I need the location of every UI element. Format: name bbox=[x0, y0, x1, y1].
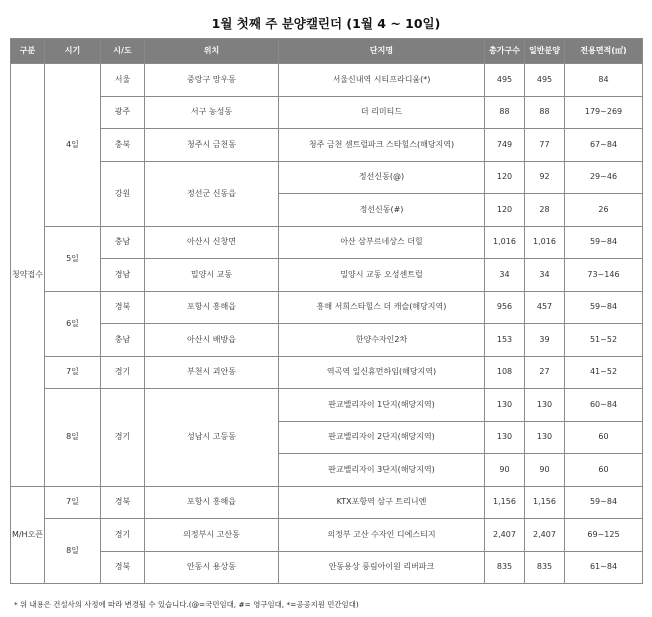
area: 59~84 bbox=[565, 486, 643, 519]
day-cell: 8일 bbox=[45, 519, 101, 584]
region-cell: 경북 bbox=[101, 291, 145, 324]
location-cell: 아산시 신창면 bbox=[145, 226, 279, 259]
area: 59~84 bbox=[565, 291, 643, 324]
total-units: 120 bbox=[485, 194, 525, 227]
region-cell: 광주 bbox=[101, 96, 145, 129]
area: 60 bbox=[565, 454, 643, 487]
table-row bbox=[11, 161, 643, 194]
complex-name: 아산 삼부르네상스 더힐 bbox=[279, 226, 485, 259]
general-units: 495 bbox=[525, 64, 565, 97]
day-cell: 6일 bbox=[45, 291, 101, 356]
general-units: 2,407 bbox=[525, 519, 565, 552]
location-cell: 성남시 고등동 bbox=[145, 389, 279, 487]
col-header-area: 전용면적(㎡) bbox=[565, 39, 643, 64]
general-units: 457 bbox=[525, 291, 565, 324]
general-units: 130 bbox=[525, 421, 565, 454]
general-units: 92 bbox=[525, 161, 565, 194]
complex-name: KTX포항역 삼구 트리니엔 bbox=[279, 486, 485, 519]
location-cell: 중랑구 망우동 bbox=[145, 64, 279, 97]
complex-name: 더 리미티드 bbox=[279, 96, 485, 129]
complex-name: 역곡역 일신휴먼하임(해당지역) bbox=[279, 356, 485, 389]
complex-name: 서울신내역 시티프라디움(*) bbox=[279, 64, 485, 97]
general-units: 130 bbox=[525, 389, 565, 422]
general-units: 1,016 bbox=[525, 226, 565, 259]
general-units: 27 bbox=[525, 356, 565, 389]
region-cell: 경북 bbox=[101, 551, 145, 584]
area: 84 bbox=[565, 64, 643, 97]
table-row bbox=[11, 356, 643, 389]
complex-name: 정선신동(@) bbox=[279, 161, 485, 194]
table-row bbox=[11, 226, 643, 259]
calendar-table bbox=[10, 38, 643, 584]
area: 69~125 bbox=[565, 519, 643, 552]
table-row bbox=[11, 96, 643, 129]
area: 26 bbox=[565, 194, 643, 227]
total-units: 90 bbox=[485, 454, 525, 487]
total-units: 956 bbox=[485, 291, 525, 324]
area: 179~269 bbox=[565, 96, 643, 129]
col-header-location: 위치 bbox=[145, 39, 279, 64]
location-cell: 정선군 신동읍 bbox=[145, 161, 279, 226]
general-units: 90 bbox=[525, 454, 565, 487]
table-row bbox=[11, 64, 643, 97]
total-units: 130 bbox=[485, 389, 525, 422]
group-label-subscription: 청약접수 bbox=[11, 64, 45, 487]
region-cell: 충남 bbox=[101, 226, 145, 259]
table-row bbox=[11, 389, 643, 422]
location-cell: 서구 농성동 bbox=[145, 96, 279, 129]
location-cell: 청주시 금천동 bbox=[145, 129, 279, 162]
general-units: 1,156 bbox=[525, 486, 565, 519]
region-cell: 경기 bbox=[101, 389, 145, 487]
total-units: 88 bbox=[485, 96, 525, 129]
area: 59~84 bbox=[565, 226, 643, 259]
day-cell: 4일 bbox=[45, 64, 101, 227]
complex-name: 판교밸리자이 1단지(해당지역) bbox=[279, 389, 485, 422]
col-header-region: 시/도 bbox=[101, 39, 145, 64]
area: 41~52 bbox=[565, 356, 643, 389]
complex-name: 안동용상 풍림아이원 리버파크 bbox=[279, 551, 485, 584]
table-row bbox=[11, 291, 643, 324]
table-row bbox=[11, 519, 643, 552]
location-cell: 안동시 용상동 bbox=[145, 551, 279, 584]
location-cell: 포항시 흥해읍 bbox=[145, 291, 279, 324]
col-header-total-units: 총가구수 bbox=[485, 39, 525, 64]
general-units: 39 bbox=[525, 324, 565, 357]
complex-name: 의정부 고산 수자인 디에스티지 bbox=[279, 519, 485, 552]
location-cell: 의정부시 고산동 bbox=[145, 519, 279, 552]
complex-name: 흥해 서희스타힐스 더 캐슬(해당지역) bbox=[279, 291, 485, 324]
area: 60~84 bbox=[565, 389, 643, 422]
area: 29~46 bbox=[565, 161, 643, 194]
area: 51~52 bbox=[565, 324, 643, 357]
group-label-model-house: M/H오픈 bbox=[11, 486, 45, 584]
area: 67~84 bbox=[565, 129, 643, 162]
total-units: 130 bbox=[485, 421, 525, 454]
general-units: 88 bbox=[525, 96, 565, 129]
total-units: 153 bbox=[485, 324, 525, 357]
general-units: 77 bbox=[525, 129, 565, 162]
region-cell: 경기 bbox=[101, 356, 145, 389]
complex-name: 판교밸리자이 3단지(해당지역) bbox=[279, 454, 485, 487]
location-cell: 부천시 괴안동 bbox=[145, 356, 279, 389]
day-cell: 5일 bbox=[45, 226, 101, 291]
total-units: 2,407 bbox=[485, 519, 525, 552]
col-header-complex: 단지명 bbox=[279, 39, 485, 64]
total-units: 34 bbox=[485, 259, 525, 292]
page-title: 1월 첫째 주 분양캘린더 (1월 4 ~ 10일) bbox=[211, 16, 441, 31]
table-row bbox=[11, 551, 643, 584]
region-cell: 경남 bbox=[101, 259, 145, 292]
total-units: 835 bbox=[485, 551, 525, 584]
general-units: 34 bbox=[525, 259, 565, 292]
table-row bbox=[11, 324, 643, 357]
day-cell: 7일 bbox=[45, 356, 101, 389]
location-cell: 밀양시 교동 bbox=[145, 259, 279, 292]
location-cell: 아산시 배방읍 bbox=[145, 324, 279, 357]
col-header-timing: 시기 bbox=[45, 39, 101, 64]
region-cell: 서울 bbox=[101, 64, 145, 97]
complex-name: 한양수자인2차 bbox=[279, 324, 485, 357]
general-units: 28 bbox=[525, 194, 565, 227]
col-header-general-units: 일반분양 bbox=[525, 39, 565, 64]
location-cell: 포항시 흥해읍 bbox=[145, 486, 279, 519]
general-units: 835 bbox=[525, 551, 565, 584]
complex-name: 판교밸리자이 2단지(해당지역) bbox=[279, 421, 485, 454]
region-cell: 경북 bbox=[101, 486, 145, 519]
region-cell: 강원 bbox=[101, 161, 145, 226]
complex-name: 청주 금천 센트럴파크 스타힐스(해당지역) bbox=[279, 129, 485, 162]
total-units: 495 bbox=[485, 64, 525, 97]
area: 60 bbox=[565, 421, 643, 454]
complex-name: 밀양시 교동 오성센트럴 bbox=[279, 259, 485, 292]
complex-name: 정선신동(#) bbox=[279, 194, 485, 227]
total-units: 1,016 bbox=[485, 226, 525, 259]
total-units: 749 bbox=[485, 129, 525, 162]
footnote: * 위 내용은 건설사의 사정에 따라 변경될 수 있습니다.(@=국민임대, #= 영구임대, *=공공지원 민간임대) bbox=[14, 600, 359, 609]
total-units: 120 bbox=[485, 161, 525, 194]
day-cell: 8일 bbox=[45, 389, 101, 487]
total-units: 108 bbox=[485, 356, 525, 389]
table-row bbox=[11, 486, 643, 519]
total-units: 1,156 bbox=[485, 486, 525, 519]
col-header-category: 구분 bbox=[11, 39, 45, 64]
table-row bbox=[11, 129, 643, 162]
region-cell: 경기 bbox=[101, 519, 145, 552]
header-row bbox=[11, 39, 643, 64]
area: 61~84 bbox=[565, 551, 643, 584]
region-cell: 충남 bbox=[101, 324, 145, 357]
area: 73~146 bbox=[565, 259, 643, 292]
table-row bbox=[11, 259, 643, 292]
day-cell: 7일 bbox=[45, 486, 101, 519]
region-cell: 충북 bbox=[101, 129, 145, 162]
